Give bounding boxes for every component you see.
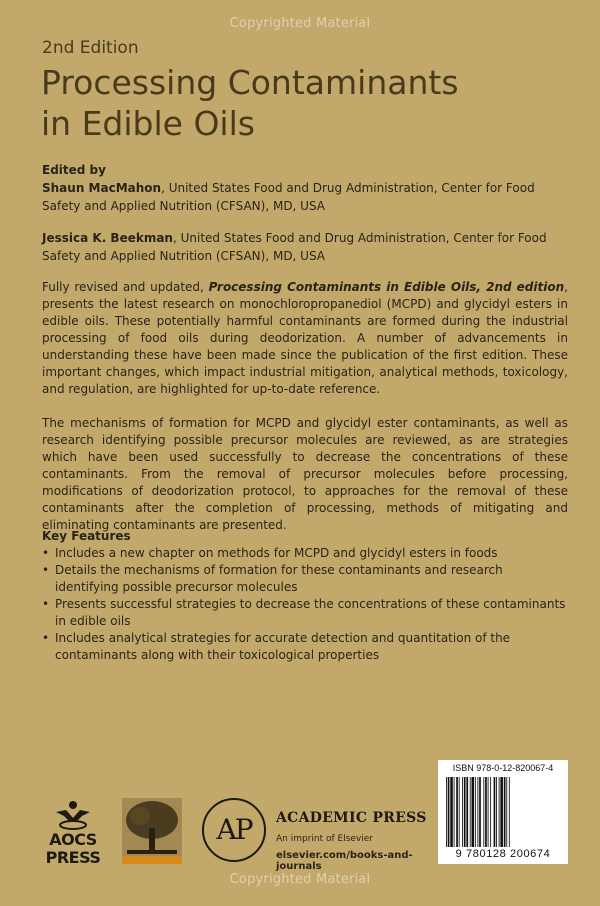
barcode-bar — [454, 777, 455, 847]
barcode-bar — [448, 777, 450, 847]
publisher-imprint: An imprint of Elsevier — [276, 834, 374, 844]
academic-press-text — [276, 810, 436, 872]
publisher-url: elsevier.com/books-and-journals — [276, 850, 413, 872]
barcode-bar — [477, 777, 478, 847]
barcode-number: 9 780128 200674 — [455, 848, 551, 860]
book-title — [41, 62, 541, 144]
list-item — [42, 562, 568, 596]
description-paragraph-2: The mechanisms of formation for MCPD and glycidyl ester contaminants, as well as research identifying possible precursor molecules are reviewed, as are strategies which have been used successfully to decrease the concentrations of these contaminants. From the removal of precursor molecules before processing, modifications of deodorization protocol, to approaches for the removal of these contaminants after the completion of processing, methods of mitigating and eliminating contaminants are presented. — [42, 416, 568, 532]
title-line-1: Processing Contaminants — [41, 63, 459, 102]
watermark-bottom: Copyrighted Material — [229, 872, 371, 887]
elsevier-tree-logo — [122, 798, 182, 864]
watermark-top: Copyrighted Material — [229, 16, 371, 31]
list-item-text: Includes a new chapter on methods for MCPD and glycidyl esters in foods — [55, 546, 498, 560]
edition-label: 2nd Edition — [42, 38, 139, 58]
barcode-bar — [450, 777, 453, 847]
barcode-bars — [446, 777, 560, 847]
editor-1-affiliation: , United States Food and Drug Administration, Center for Food Safety and Applied Nutrition (CFSAN), MD, USA — [42, 181, 535, 213]
aocs-figure-icon — [42, 800, 104, 830]
bullet-icon: • — [42, 546, 50, 560]
aocs-line-2: PRESS — [45, 848, 101, 867]
editor-2 — [42, 229, 568, 265]
barcode-bar — [496, 777, 497, 847]
title-line-2: in Edible Oils — [41, 104, 255, 143]
barcode-bar — [509, 777, 510, 847]
barcode-bar — [459, 777, 460, 847]
elsevier-tree-icon — [122, 798, 182, 864]
academic-press-ap-logo — [200, 796, 268, 864]
p1-body: , presents the latest research on monochloropropanediol (MCPD) and glycidyl esters in edible oils. These potentially harmful contaminants are formed during the industrial processing of food oils during deodorization. A number of advancements in understanding these have been made since the publication of the first edition. These important changes, which impact industrial mitigation, analytical methods, toxicology, and regulation, are highlighted for up-to-date reference. — [42, 280, 568, 396]
barcode-bar — [464, 777, 466, 847]
barcode-bar — [500, 777, 503, 847]
isbn-label: ISBN 978-0-12-820067-4 — [452, 763, 554, 773]
aocs-press-logo — [42, 800, 102, 868]
list-item — [42, 545, 568, 562]
barcode-bar — [462, 777, 463, 847]
description-paragraph-1 — [42, 279, 568, 398]
barcode-bar — [446, 777, 447, 847]
barcode-bar — [483, 777, 484, 847]
barcode-bar — [456, 777, 458, 847]
editor-2-affiliation: , United States Food and Drug Administration, Center for Food Safety and Applied Nutrition (CFSAN), MD, USA — [42, 231, 547, 263]
barcode-bar — [475, 777, 476, 847]
key-features-list — [42, 545, 568, 664]
barcode-bar — [470, 777, 471, 847]
barcode-bar — [472, 777, 475, 847]
p1-intro: Fully revised and updated, — [42, 280, 209, 294]
editor-1 — [42, 179, 568, 215]
bullet-icon: • — [42, 563, 50, 577]
isbn-barcode — [438, 760, 568, 864]
editor-2-name: Jessica K. Beekman — [42, 231, 173, 245]
barcode-bar — [466, 777, 468, 847]
barcode-bar — [494, 777, 496, 847]
bullet-icon: • — [42, 631, 50, 645]
list-item — [42, 596, 568, 630]
barcode-bar — [506, 777, 507, 847]
list-item-text: Presents successful strategies to decrease the concentrations of these contaminants in edible oils — [55, 597, 566, 628]
barcode-bar — [488, 777, 489, 847]
aocs-line-1: AOCS — [49, 830, 97, 849]
barcode-bar — [499, 777, 500, 847]
list-item-text: Details the mechanisms of formation for these contaminants and research identifying possible precursor molecules — [55, 563, 503, 594]
barcode-bar — [485, 777, 487, 847]
list-item — [42, 630, 568, 664]
list-item-text: Includes analytical strategies for accurate detection and quantitation of the contaminants along with their toxicological properties — [55, 631, 511, 662]
barcode-bar — [504, 777, 506, 847]
p1-book-title: Processing Contaminants in Edible Oils, 2nd edition — [208, 280, 565, 294]
ap-monogram: AP — [216, 813, 252, 846]
edited-by-label: Edited by — [42, 163, 106, 177]
barcode-bar — [490, 777, 491, 847]
publisher-name: ACADEMIC PRESS — [276, 810, 427, 826]
editor-1-name: Shaun MacMahon — [42, 181, 162, 195]
key-features-heading: Key Features — [42, 529, 131, 543]
barcode-bar — [479, 777, 481, 847]
bullet-icon: • — [42, 597, 50, 611]
